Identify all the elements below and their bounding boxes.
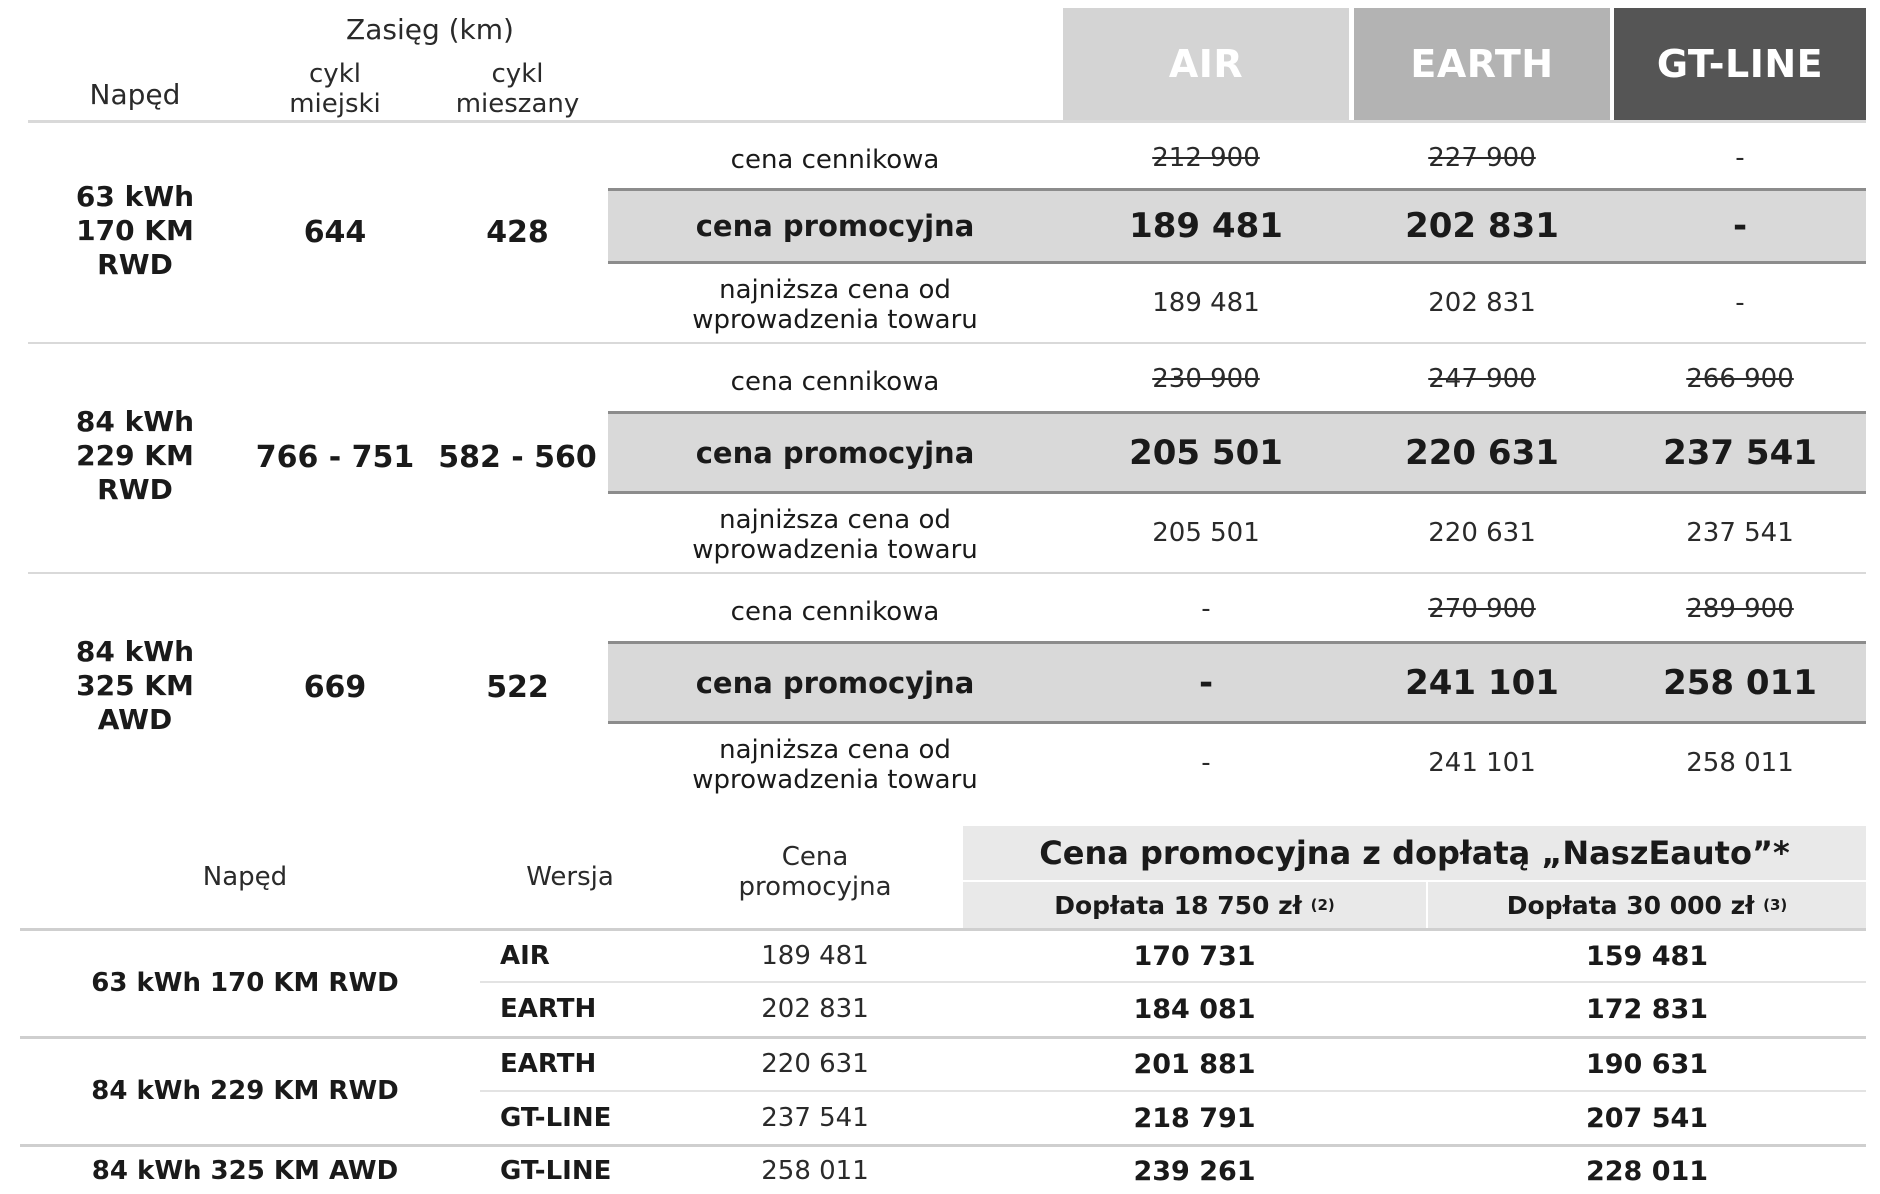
subsidy-30000-cell: 172 831 [1585,993,1709,1025]
lowest-price-label-line1: najniższa cena od [719,505,951,535]
promo-price-air: 189 481 [1129,206,1283,246]
drive-label-line3: RWD [97,248,173,282]
drive-label-line1: 84 kWh [75,405,195,438]
city-cycle-header-line2: miejski [289,88,381,119]
promo-price-cell: 237 541 [761,1103,869,1133]
promo-price-label: cena promocyjna [695,665,975,700]
drive-label-line1: 63 kWh [75,180,195,213]
city-cycle-header [250,60,420,120]
list-price-label: cena cennikowa [730,366,940,397]
promo-price-cell: 220 631 [761,1049,869,1079]
group-divider [28,572,1866,574]
subsidy-18750-cell: 201 881 [1133,1048,1256,1080]
promo-price-earth: 220 631 [1405,432,1559,473]
lowest-price-label-line2: wprowadzenia towaru [692,534,978,565]
lowest-price-label-line2: wprowadzenia towaru [692,304,978,335]
group-divider [20,1036,1866,1039]
city-cycle-header-line1: cykl [309,59,361,89]
drive-label-line3: AWD [97,703,173,737]
drive-label-line1: 84 kWh [75,635,195,668]
lowest-price-air: 189 481 [1152,287,1260,318]
mixed-cycle-header-line2: mieszany [455,88,580,119]
range-header: Zasięg (km) [346,12,514,46]
variant-header-air: AIR [1063,8,1349,120]
drive-header: Napęd [202,861,288,892]
version-cell: EARTH [500,994,597,1024]
promo-price-cell: 258 011 [761,1156,869,1186]
lowest-price-label [610,506,1060,566]
list-price-earth: 247 900 [1428,363,1536,394]
list-price-gt-line: 266 900 [1686,363,1794,394]
promo-price-header [700,843,930,903]
subsidy-title: Cena promocyjna z dopłatą „NaszEauto”* [1039,834,1790,872]
lowest-price-label-line1: najniższa cena od [719,735,951,765]
subsidy-18750-label: Dopłata 18 750 zł [1054,890,1302,920]
mixed-cycle-header-line1: cykl [491,59,544,89]
promo-price-air: - [1198,662,1214,703]
drive-header: Napęd [89,77,181,111]
list-price-air: 212 900 [1152,142,1260,173]
promo-price-gt-line: - [1732,206,1748,246]
lowest-price-earth: 241 101 [1428,747,1536,778]
lowest-price-label-line1: najniższa cena od [719,275,951,305]
city-range: 766 - 751 [255,440,415,475]
drive-label-line2: 170 KM [76,214,194,248]
promo-price-earth: 202 831 [1405,206,1559,246]
lowest-price-earth: 220 631 [1428,517,1536,548]
subsidy-18750-cell: 239 261 [1133,1155,1256,1187]
drive-label [40,635,230,737]
promo-price-air: 205 501 [1129,432,1283,473]
drive-label-line2: 229 KM [76,439,194,473]
group-divider [20,1144,1866,1147]
lowest-price-gt-line: 258 011 [1686,747,1794,778]
drive-label [40,180,230,282]
mixed-range: 428 [486,215,549,250]
promo-price-gt-line: 258 011 [1663,662,1817,703]
lowest-price-label [610,736,1060,796]
promo-price-cell: 189 481 [761,941,869,971]
promo-price-earth: 241 101 [1405,662,1559,703]
promo-price-cell: 202 831 [761,994,869,1024]
subsidy-group-84kwh-awd: 84 kWh 325 KM AWD [91,1155,399,1186]
promo-price-header-line1: Cena [781,842,849,872]
subsidy-header-bottom-line [20,928,1866,931]
subsidy-group-63kwh: 63 kWh 170 KM RWD [91,967,399,998]
mixed-range: 582 - 560 [438,440,597,475]
lowest-price-gt-line: 237 541 [1686,517,1794,548]
subsidy-30000-cell: 190 631 [1585,1048,1709,1080]
subsidy-18750-cell: 170 731 [1133,940,1256,972]
list-price-gt-line: - [1735,142,1745,173]
mixed-cycle-header [430,60,605,120]
promo-price-header-line2: promocyjna [738,871,892,902]
lowest-price-label [610,276,1060,336]
variant-header-gt-line: GT-LINE [1614,8,1866,120]
row-divider [480,1090,1866,1092]
drive-label [40,405,230,507]
version-header: Wersja [526,861,614,892]
list-price-label: cena cennikowa [730,144,940,175]
list-price-air: 230 900 [1152,363,1260,394]
subsidy-group-84kwh-rwd: 84 kWh 229 KM RWD [91,1075,399,1106]
lowest-price-air: 205 501 [1152,517,1260,548]
footnote-2: (2) [1310,896,1335,914]
drive-label-line3: RWD [97,473,173,507]
promo-price-label: cena promocyjna [695,209,975,243]
list-price-label: cena cennikowa [730,596,940,627]
lowest-price-gt-line: - [1735,287,1745,318]
list-price-earth: 227 900 [1428,142,1536,173]
row-divider [480,981,1866,983]
drive-label-line2: 325 KM [76,669,194,703]
version-cell: AIR [500,941,550,971]
subsidy-18750-cell: 218 791 [1133,1102,1256,1134]
group-divider [28,342,1866,344]
footnote-3: (3) [1763,896,1788,914]
version-cell: GT-LINE [500,1103,612,1133]
promo-price-label: cena promocyjna [695,435,975,470]
version-cell: GT-LINE [500,1156,612,1186]
header-divider [28,120,1866,123]
lowest-price-label-line2: wprowadzenia towaru [692,764,978,795]
mixed-range: 522 [486,670,549,705]
subsidy-30000-cell: 159 481 [1585,940,1709,972]
subsidy-30000-cell: 228 011 [1585,1155,1709,1187]
city-range: 644 [303,215,367,250]
subsidy-30000-header [1428,882,1866,928]
promo-price-gt-line: 237 541 [1663,432,1817,473]
subsidy-30000-cell: 207 541 [1585,1102,1709,1134]
subsidy-30000-label: Dopłata 30 000 zł [1506,890,1755,920]
variant-header-earth: EARTH [1354,8,1610,120]
city-range: 669 [303,670,367,705]
lowest-price-earth: 202 831 [1428,287,1536,318]
version-cell: EARTH [500,1049,597,1079]
lowest-price-air: - [1201,747,1211,778]
list-price-gt-line: 289 900 [1686,593,1794,624]
subsidy-18750-cell: 184 081 [1133,993,1256,1025]
list-price-earth: 270 900 [1428,593,1536,624]
subsidy-18750-header [963,882,1426,928]
list-price-air: - [1201,593,1211,624]
